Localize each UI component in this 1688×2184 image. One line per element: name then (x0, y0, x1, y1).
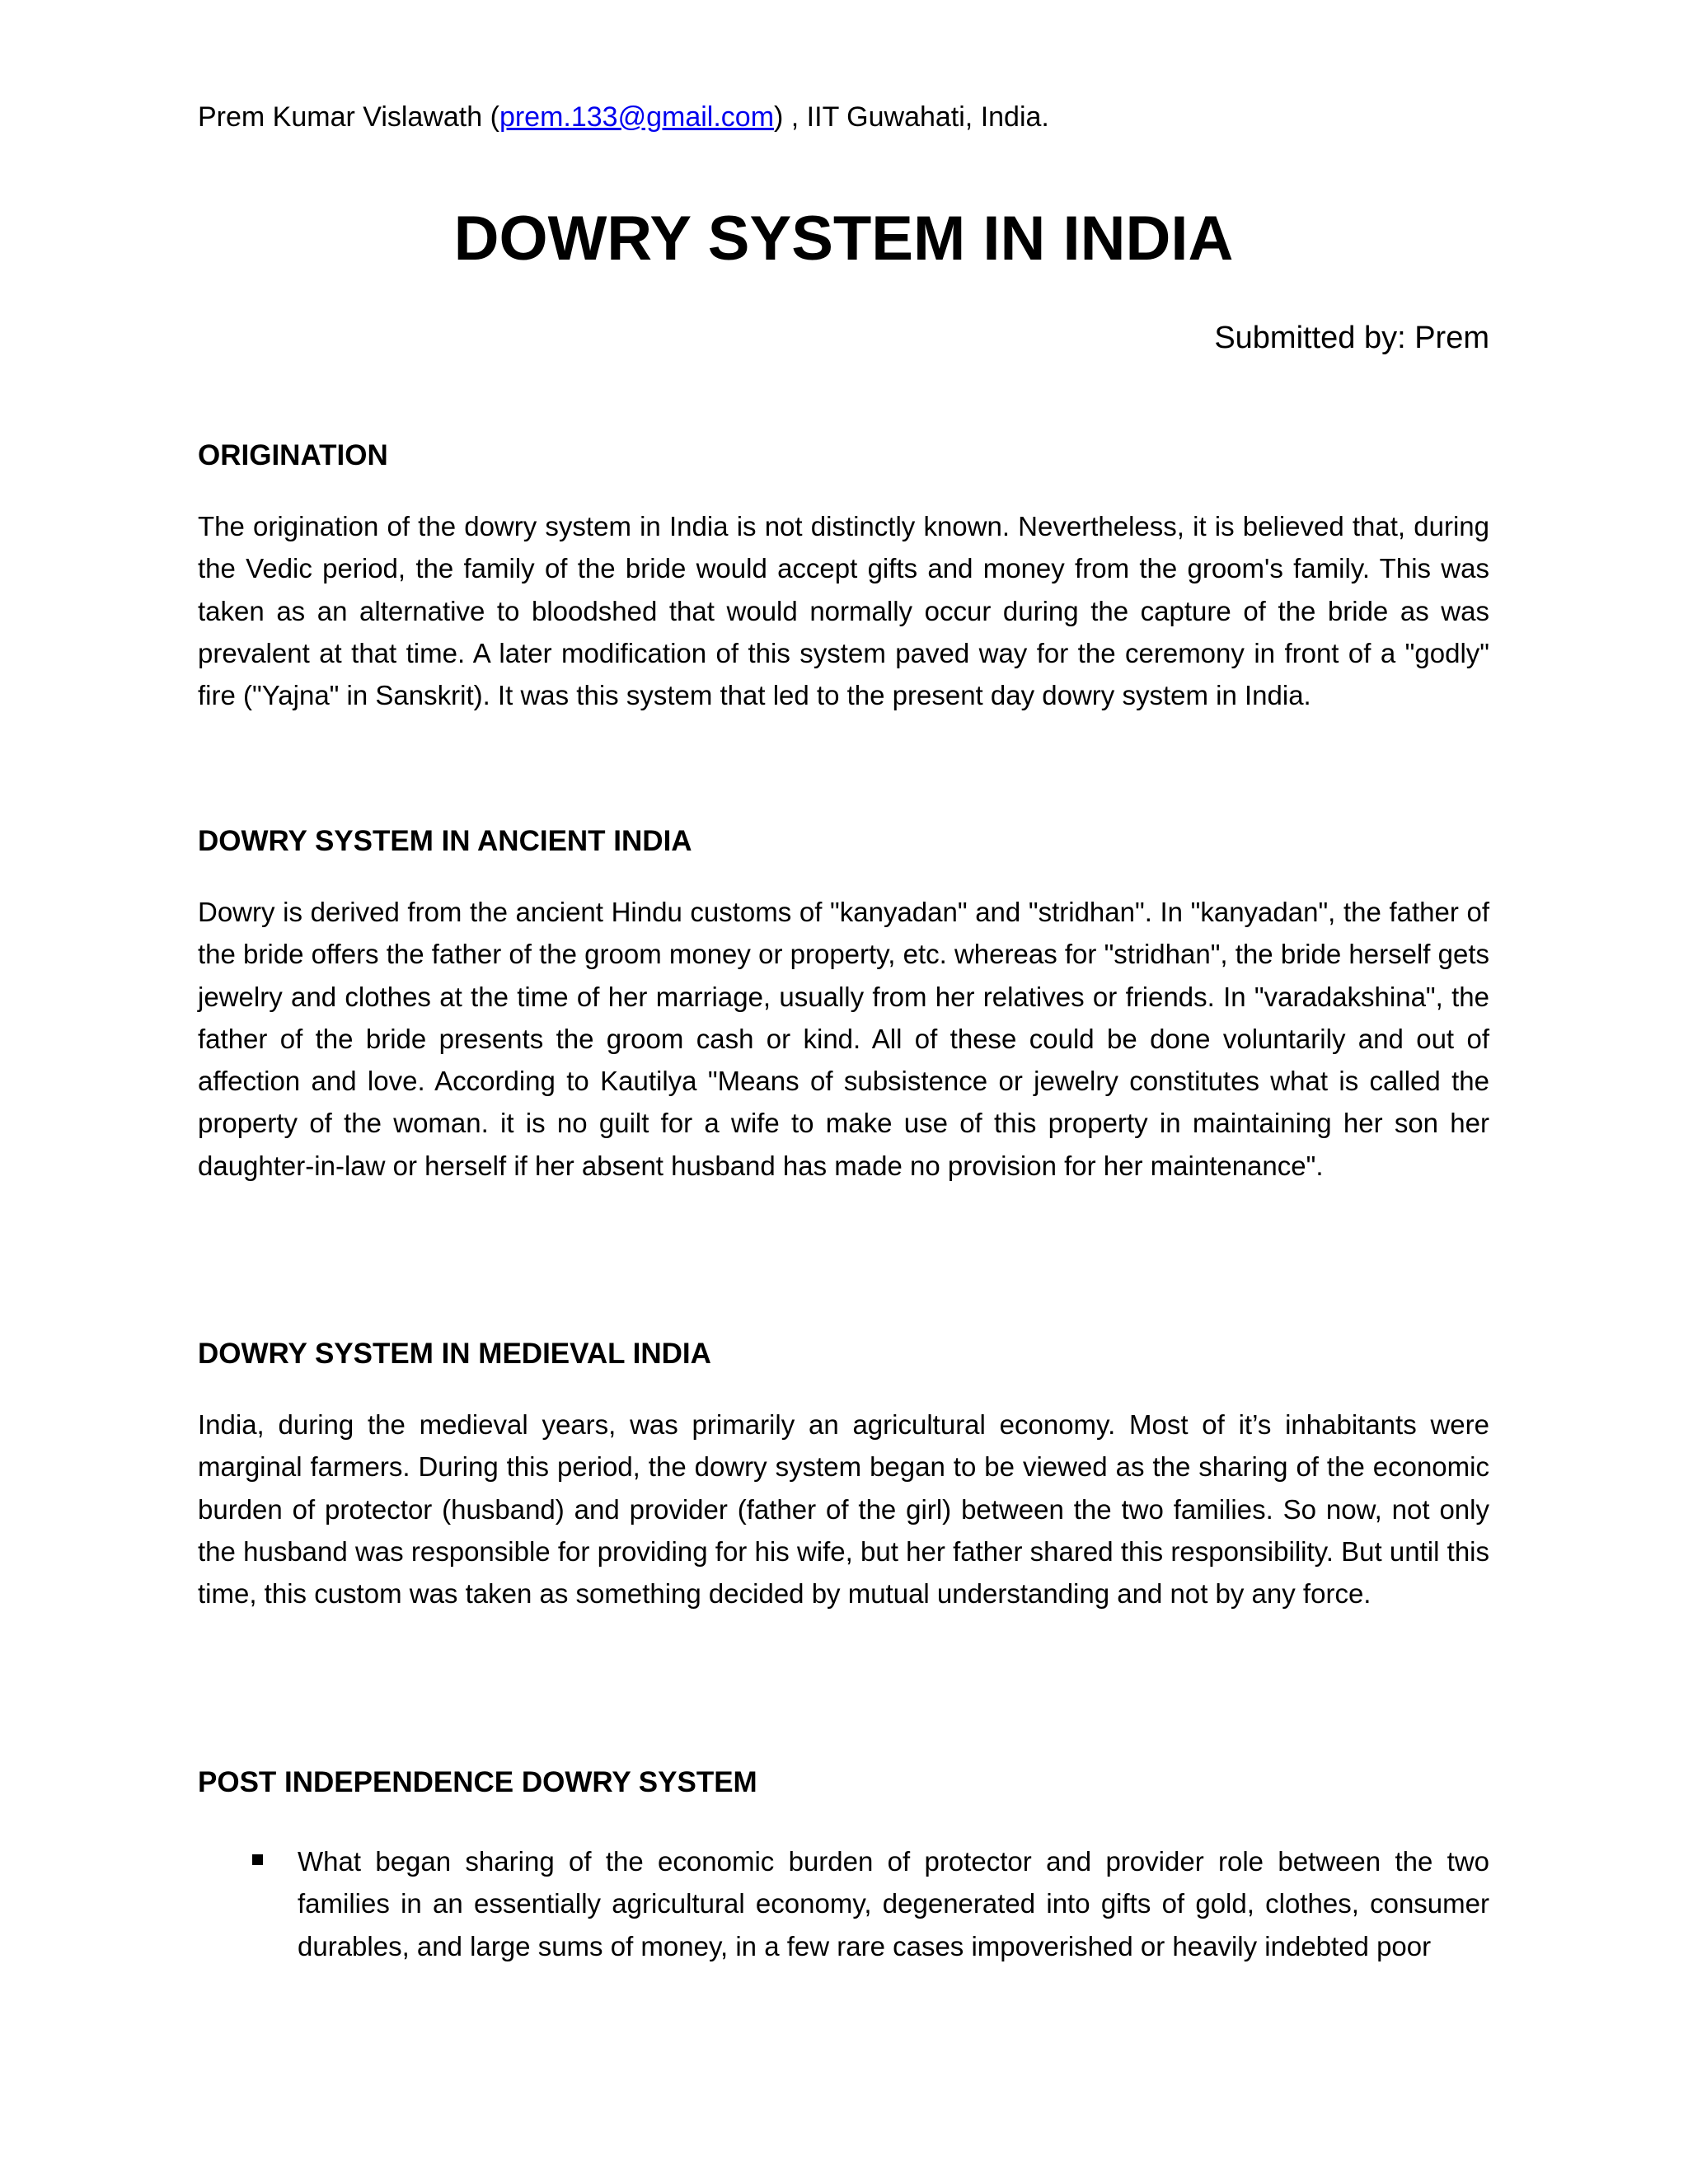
section-heading-medieval-india: DOWRY SYSTEM IN MEDIEVAL INDIA (198, 1338, 711, 1370)
section-body-origination: The origination of the dowry system in India is not distinctly known. Nevertheless, it is believed that, during the Vedic period, the family of the bride would accept gifts and money from the groom's family. This was taken as an alternative to bloodshed that would normally occur during the capture of the bride as was prevalent at that time. A later modification of this system paved way for the ceremony in front of a "godly" fire ("Yajna" in Sanskrit). It was this system that led to the present day dowry system in India. (198, 511, 1489, 711)
post-independence-bullet-list (198, 1840, 1489, 1967)
author-suffix: ) , IIT Guwahati, India. (774, 101, 1049, 133)
square-bullet-icon (252, 1854, 263, 1865)
author-prefix: Prem Kumar Vislawath ( (198, 101, 499, 133)
section-heading-ancient-india: DOWRY SYSTEM IN ANCIENT INDIA (198, 825, 692, 857)
author-line (198, 99, 1049, 135)
list-item (198, 1840, 1489, 1967)
section-heading-post-independence: POST INDEPENDENCE DOWRY SYSTEM (198, 1766, 757, 1798)
document-title: DOWRY SYSTEM IN INDIA (453, 204, 1234, 274)
submitted-by: Submitted by: Prem (1214, 321, 1489, 355)
section-heading-origination: ORIGINATION (198, 439, 388, 471)
list-item-text: What began sharing of the economic burden of protector and provider role between the two families in an essentially agricultural economy, degenerated into gifts of gold, clothes, consumer durables, and large sums of money, in a few rare cases impoverished or heavily indebted poor (298, 1846, 1489, 1961)
section-body-medieval-india: India, during the medieval years, was primarily an agricultural economy. Most of it’s inhabitants were marginal farmers. During this period, the dowry system began to be viewed as the sharing of the economic burden of protector (husband) and provider (father of the girl) between the two families. So now, not only the husband was responsible for providing for his wife, but her father shared this responsibility. But until this time, this custom was taken as something decided by mutual understanding and not by any force. (198, 1409, 1489, 1610)
email-link[interactable]: prem.133@gmail.com (499, 101, 775, 133)
section-body-ancient-india: Dowry is derived from the ancient Hindu customs of "kanyadan" and "stridhan". In "kanyadan", the father of the bride offers the father of the groom money or property, etc. whereas for "stridhan", the bride herself gets jewelry and clothes at the time of her marriage, usually from her relatives or friends. In "varadakshina", the father of the bride presents the groom cash or kind. All of these could be done voluntarily and out of affection and love. According to Kautilya "Means of subsistence or jewelry constitutes what is called the property of the woman. it is no guilt for a wife to make use of this property in maintaining her son her daughter-in-law or herself if her absent husband has made no provision for her maintenance". (198, 897, 1489, 1181)
